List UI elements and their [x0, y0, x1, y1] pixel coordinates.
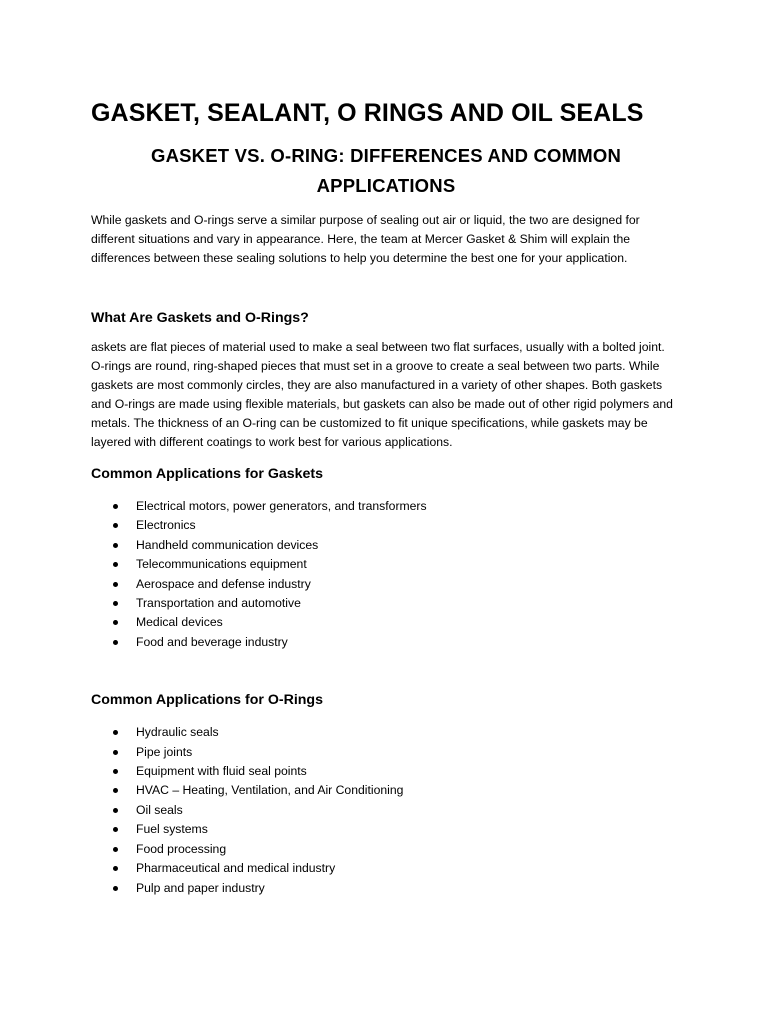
list-item-label: Hydraulic seals: [136, 725, 219, 740]
list-item: [91, 516, 681, 535]
list-item: [91, 723, 681, 742]
list-item: [91, 743, 681, 762]
bullet-icon: [113, 886, 118, 891]
list-item: [91, 555, 681, 574]
list-item: [91, 633, 681, 652]
list-item-label: Telecommunications equipment: [136, 557, 307, 572]
bullet-icon: [113, 769, 118, 774]
intro-paragraph: While gaskets and O-rings serve a similar purpose of sealing out air or liquid, the two are designed for different situations and vary in appearance. Here, the team at Mercer Gasket & Shim will explain the differences between these sealing solutions to help you determine the best one for your application.: [91, 213, 640, 265]
list-item-label: Food and beverage industry: [136, 634, 288, 649]
bullet-icon: [113, 847, 118, 852]
list-item: [91, 575, 681, 594]
list-item-label: Food processing: [136, 841, 227, 856]
gaskets-applications-list: [91, 497, 681, 652]
document-content: [91, 96, 681, 898]
list-item: [91, 594, 681, 613]
bullet-icon: [113, 730, 118, 735]
list-item-label: Equipment with fluid seal points: [136, 764, 307, 779]
list-item: [91, 497, 681, 516]
list-item-label: Fuel systems: [136, 822, 208, 837]
list-item-label: Pulp and paper industry: [136, 880, 265, 895]
gaskets-applications-heading: Common Applications for Gaskets: [91, 466, 324, 482]
bullet-icon: [113, 827, 118, 832]
list-item: [91, 613, 681, 632]
list-item-label: Medical devices: [136, 615, 223, 630]
list-item: [91, 781, 681, 800]
list-item: [91, 536, 681, 555]
orings-applications-list: [91, 723, 681, 898]
bullet-icon: [113, 866, 118, 871]
list-item-label: Pipe joints: [136, 744, 193, 759]
what-are-heading: What Are Gaskets and O-Rings?: [91, 310, 309, 326]
list-item-label: Electronics: [136, 518, 196, 533]
list-item: [91, 840, 681, 859]
bullet-icon: [113, 808, 118, 813]
list-item: [91, 820, 681, 839]
list-item: [91, 859, 681, 878]
list-item: [91, 801, 681, 820]
bullet-icon: [113, 543, 118, 548]
document-subtitle: [91, 141, 681, 201]
bullet-icon: [113, 620, 118, 625]
what-are-paragraph: askets are flat pieces of material used to make a seal between two flat surfaces, usually with a bolted joint. O-rings are round, ring-shaped pieces that must set in a groove to create a seal between two parts. While gaskets are most commonly circles, they are also manufactured in a variety of other shapes. Both gaskets and O-rings are made using flexible materials, but gaskets can also be made out of other rigid polymers and metals. The thickness of an O-ring can be customized to fit unique specifications, while gaskets may be layered with different coatings to work best for various applications.: [91, 340, 673, 449]
subtitle-line-2: APPLICATIONS: [316, 175, 456, 196]
bullet-icon: [113, 582, 118, 587]
subtitle-line-1: GASKET VS. O-RING: DIFFERENCES AND COMMON: [150, 145, 622, 166]
list-item: [91, 879, 681, 898]
list-item-label: Oil seals: [136, 802, 183, 817]
bullet-icon: [113, 750, 118, 755]
bullet-icon: [113, 504, 118, 509]
bullet-icon: [113, 788, 118, 793]
list-item-label: Aerospace and defense industry: [136, 576, 311, 591]
list-item-label: Electrical motors, power generators, and transformers: [136, 499, 427, 513]
list-item-label: Pharmaceutical and medical industry: [136, 861, 336, 876]
list-item-label: Handheld communication devices: [136, 537, 319, 552]
bullet-icon: [113, 601, 118, 606]
orings-applications-heading: Common Applications for O-Rings: [91, 692, 323, 709]
bullet-icon: [113, 640, 118, 645]
list-item-label: HVAC – Heating, Ventilation, and Air Conditioning: [136, 783, 404, 798]
list-item: [91, 762, 681, 781]
list-item-label: Transportation and automotive: [136, 596, 301, 611]
document-title: GASKET, SEALANT, O RINGS AND OIL SEALS: [91, 99, 644, 127]
bullet-icon: [113, 562, 118, 567]
bullet-icon: [113, 523, 118, 528]
